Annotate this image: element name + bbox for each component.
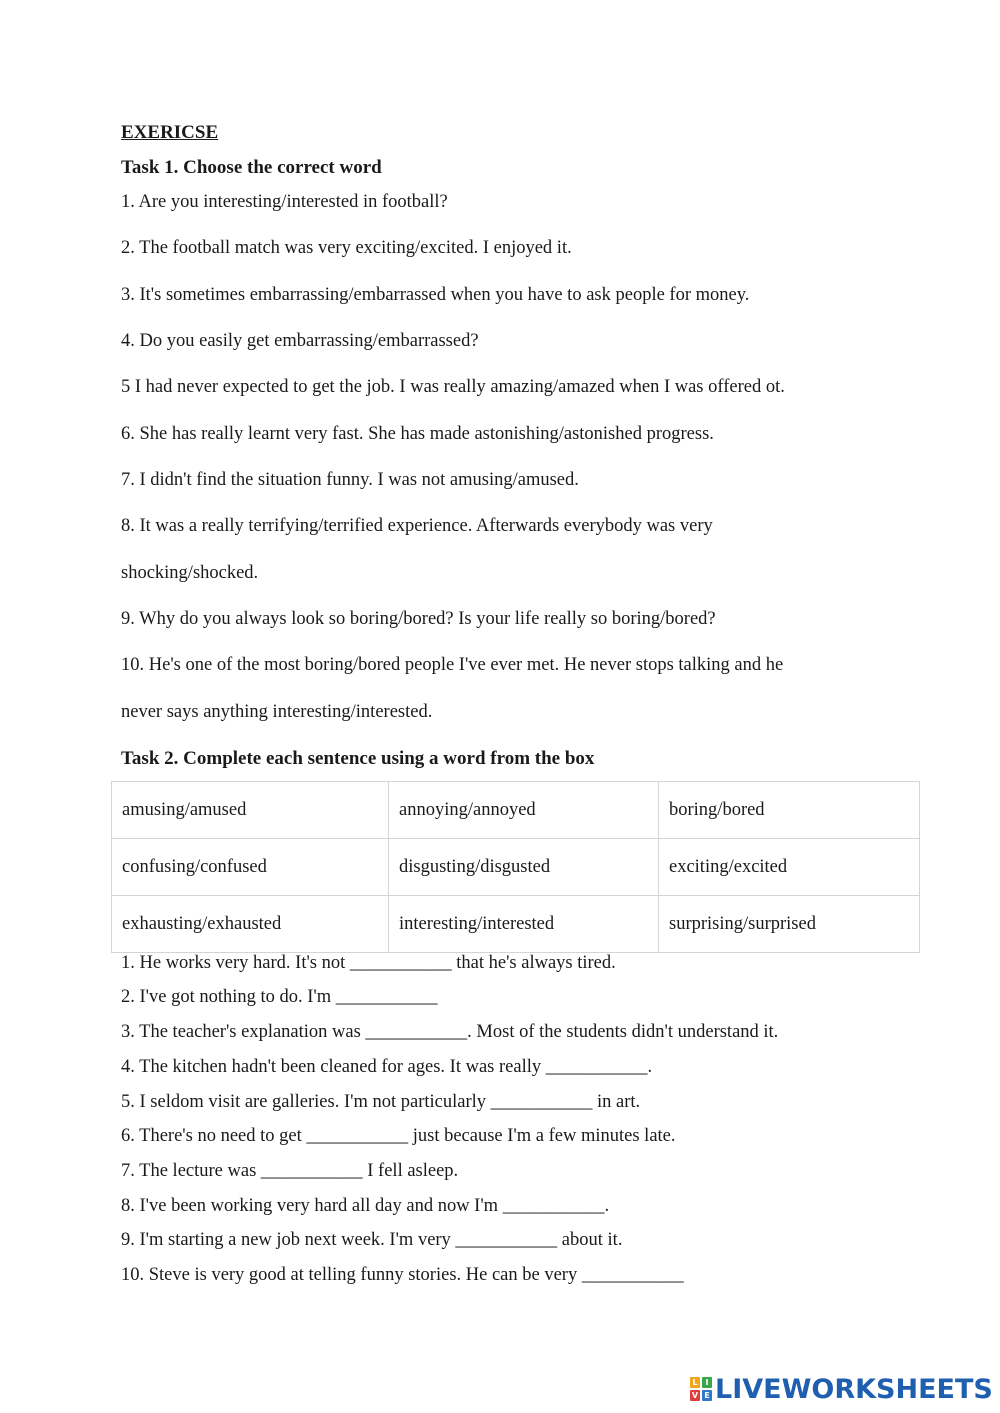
word-box-cell: exciting/excited	[659, 839, 920, 896]
task1-line: 1. Are you interesting/interested in football?	[121, 192, 448, 212]
task1-line: 9. Why do you always look so boring/bored? Is your life really so boring/bored?	[121, 609, 716, 629]
logo-mark-tile: E	[702, 1390, 712, 1401]
word-box-table	[111, 781, 920, 953]
word-box-cell: annoying/annoyed	[389, 782, 659, 839]
table-row	[112, 896, 920, 953]
word-box-cell: exhausting/exhausted	[112, 896, 389, 953]
logo-mark-tile: V	[691, 1391, 699, 1400]
word-box-cell: boring/bored	[659, 782, 920, 839]
task1-line: 2. The football match was very exciting/excited. I enjoyed it.	[121, 238, 572, 258]
task1-heading: Task 1. Choose the correct word	[121, 157, 382, 178]
word-box-cell: disgusting/disgusted	[389, 839, 659, 896]
task1-line: 10. He's one of the most boring/bored people I've ever met. He never stops talking and he	[121, 655, 784, 675]
task2-line: 7. The lecture was ___________ I fell asleep.	[121, 1161, 459, 1181]
task2-line: 4. The kitchen hadn't been cleaned for ages. It was really ___________.	[121, 1057, 653, 1077]
word-box-cell: confusing/confused	[112, 839, 389, 896]
task2-line: 9. I'm starting a new job next week. I'm very ___________ about it.	[121, 1230, 623, 1250]
logo-text: LIVEWORKSHEETS	[715, 1373, 993, 1405]
word-box-cell: surprising/surprised	[659, 896, 920, 953]
logo-mark-icon	[690, 1377, 712, 1401]
table-row	[112, 839, 920, 896]
task2-line: 6. There's no need to get ___________ just because I'm a few minutes late.	[121, 1126, 676, 1146]
task1-line: never says anything interesting/interested.	[121, 702, 433, 722]
table-row	[112, 782, 920, 839]
logo-mark-tile: L	[690, 1377, 700, 1388]
task1-line: 6. She has really learnt very fast. She has made astonishing/astonished progress.	[121, 424, 714, 444]
task2-line: 2. I've got nothing to do. I'm ___________	[121, 987, 438, 1007]
task2-heading: Task 2. Complete each sentence using a word from the box	[121, 748, 595, 769]
task1-line: 8. It was a really terrifying/terrified experience. Afterwards everybody was very	[121, 516, 713, 536]
task1-line: 4. Do you easily get embarrassing/embarrassed?	[121, 331, 479, 351]
exercise-title: EXERICSE	[121, 122, 219, 143]
task1-line: 5 I had never expected to get the job. I was really amazing/amazed when I was offered ot.	[121, 377, 785, 397]
liveworksheets-logo	[690, 1372, 993, 1406]
task2-line: 3. The teacher's explanation was ___________. Most of the students didn't understand it.	[121, 1022, 779, 1042]
task2-line: 8. I've been working very hard all day and now I'm ___________.	[121, 1196, 610, 1216]
word-box-cell: amusing/amused	[112, 782, 389, 839]
task1-line: 3. It's sometimes embarrassing/embarrassed when you have to ask people for money.	[121, 285, 750, 305]
task1-line: 7. I didn't find the situation funny. I was not amusing/amused.	[121, 470, 579, 490]
task2-line: 1. He works very hard. It's not ___________ that he's always tired.	[121, 953, 616, 973]
word-box-cell: interesting/interested	[389, 896, 659, 953]
task1-line: shocking/shocked.	[121, 563, 259, 583]
task2-line: 5. I seldom visit are galleries. I'm not particularly ___________ in art.	[121, 1092, 641, 1112]
task2-line: 10. Steve is very good at telling funny stories. He can be very ___________	[121, 1265, 684, 1285]
logo-mark-tile: I	[702, 1377, 712, 1388]
